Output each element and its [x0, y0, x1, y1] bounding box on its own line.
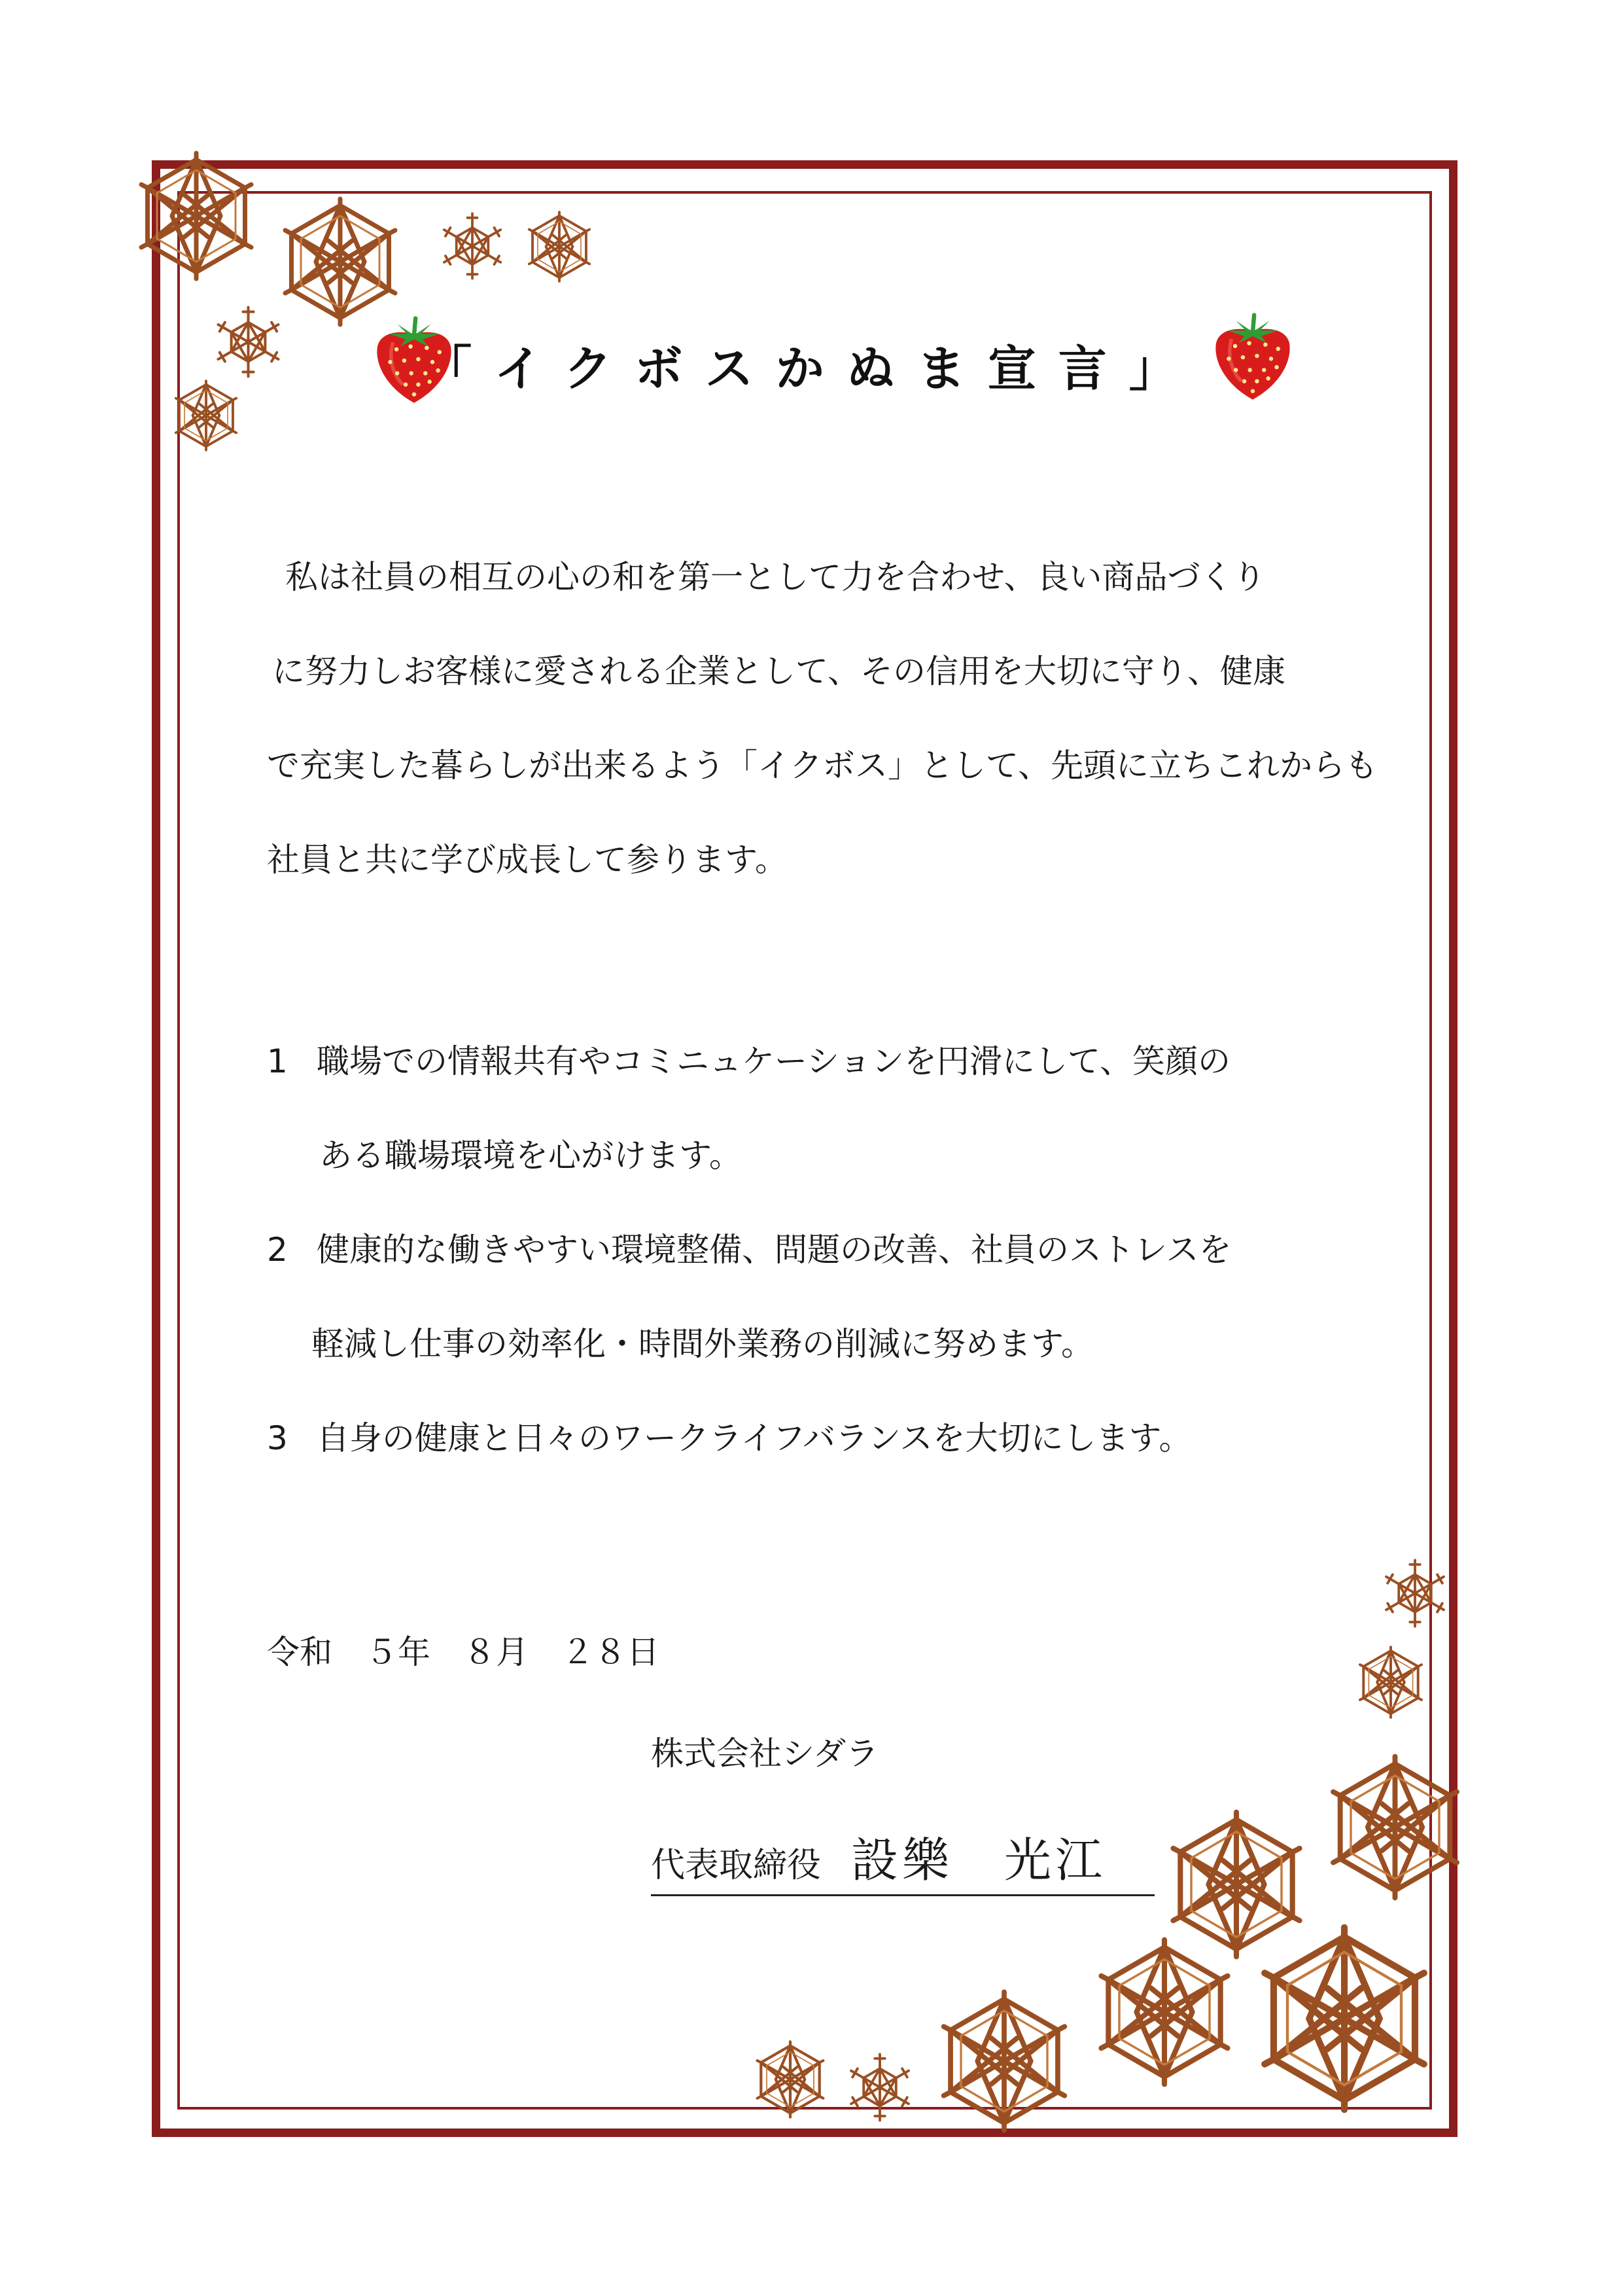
- asanoha-ornament-icon: [1354, 1646, 1427, 1719]
- asanoha-ornament-icon: [1249, 1924, 1439, 2113]
- page-title: 「イクボスかぬま宣言」: [423, 341, 1200, 397]
- commitment-list: [267, 1014, 1392, 1485]
- paragraph-line: 私は社員の相互の心の和を第一として力を合わせ、良い商品づくり: [285, 558, 1266, 596]
- item-number: 2: [267, 1231, 288, 1269]
- rep-title: 代表取締役: [651, 1846, 822, 1885]
- item-text: 軽減し仕事の効率化・時間外業務の削減に努めます。: [311, 1325, 1094, 1363]
- list-item: [267, 1203, 1392, 1391]
- item-text: ある職場環境を心がけます。: [319, 1137, 742, 1174]
- asanoha-ornament-icon: [932, 1989, 1076, 2133]
- item-number: 1: [267, 1042, 288, 1080]
- signature-line: [651, 1822, 1155, 1896]
- list-item: [267, 1014, 1392, 1203]
- snowflake-ornament-icon: [844, 2051, 916, 2123]
- asanoha-ornament-icon: [1321, 1754, 1469, 1901]
- asanoha-ornament-icon: [523, 211, 595, 283]
- item-text: 職場での情報共有やコミニュケーションを円滑にして、笑顔の: [317, 1042, 1230, 1080]
- item-number: 3: [267, 1419, 288, 1457]
- paragraph-line: 社員と共に学び成長して参ります。: [267, 841, 788, 879]
- asanoha-ornament-icon: [751, 2040, 829, 2119]
- company-name: 株式会社シダラ: [651, 1735, 879, 1773]
- declaration-paragraph: [267, 530, 1392, 907]
- asanoha-ornament-icon: [1089, 1937, 1240, 2087]
- item-text: 自身の健康と日々のワークライフバランスを大切にします。: [317, 1419, 1192, 1457]
- asanoha-ornament-icon: [275, 196, 406, 327]
- date: 令和 ５年 ８月 ２８日: [267, 1633, 659, 1671]
- rep-name: 設樂 光江: [851, 1833, 1107, 1888]
- snowflake-ornament-icon: [1379, 1557, 1451, 1629]
- snowflake-ornament-icon: [437, 211, 508, 281]
- list-item: [267, 1391, 1392, 1485]
- item-text: 健康的な働きやすい環境整備、問題の改善、社員のストレスを: [317, 1231, 1232, 1269]
- asanoha-ornament-icon: [131, 150, 262, 281]
- paragraph-line: に努力しお客様に愛される企業として、その信用を大切に守り、健康: [272, 652, 1285, 690]
- paragraph-line: で充実した暮らしが出来るよう「イクボス」として、先頭に立ちこれからも: [267, 747, 1378, 785]
